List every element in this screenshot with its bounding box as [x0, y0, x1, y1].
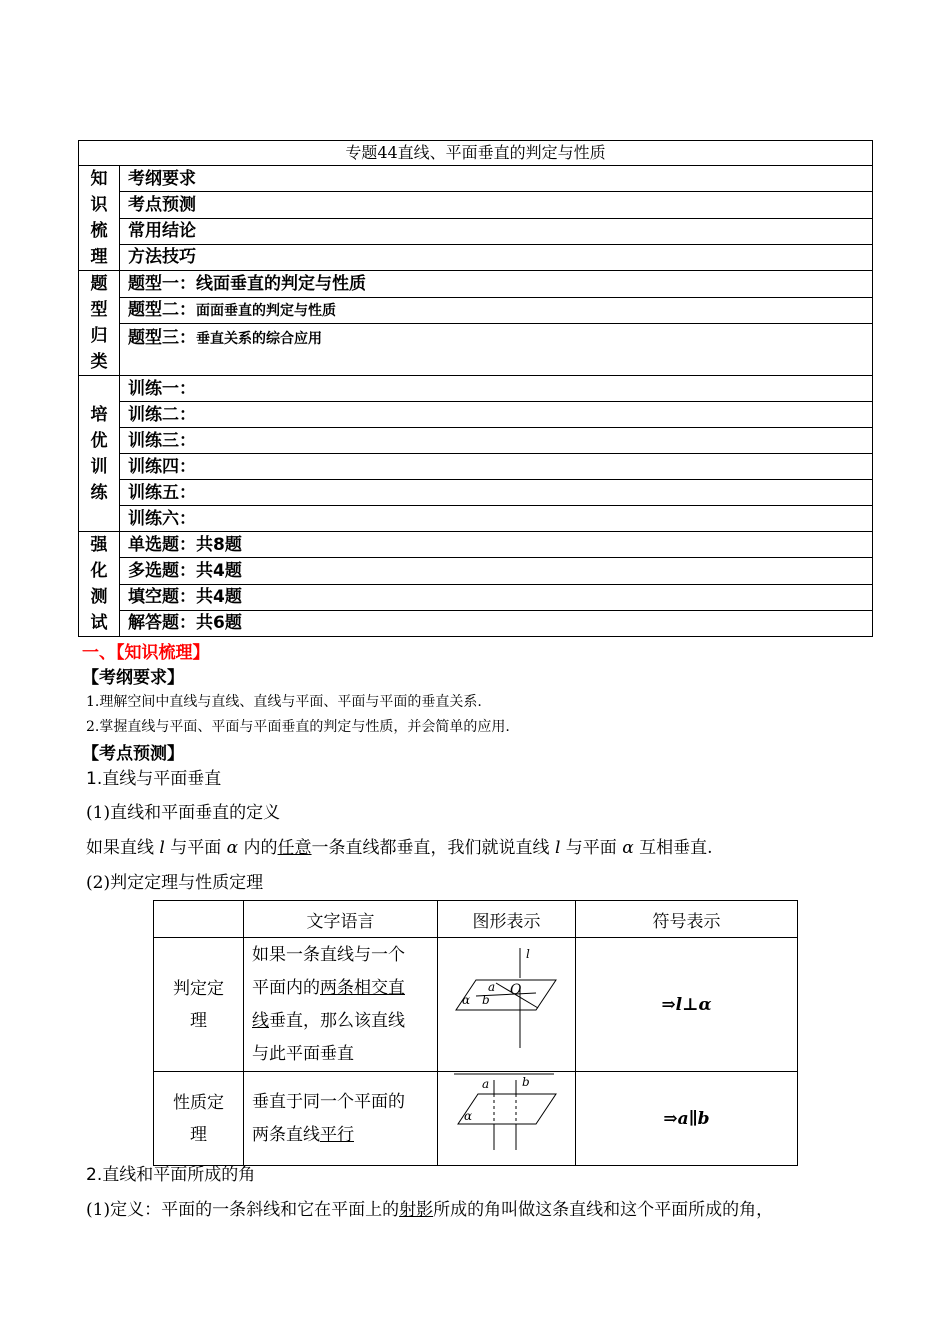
svg-text:α: α — [462, 993, 471, 1007]
outline-item[interactable]: 方法技巧 — [120, 244, 873, 270]
criterion-symbol: ⇒l⊥α — [576, 938, 798, 1072]
definition-heading: (1)直线和平面垂直的定义 — [86, 803, 281, 823]
category-training: 培 优 训 练 — [79, 376, 120, 532]
header-text: 文字语言 — [244, 901, 438, 938]
outline-item[interactable]: 题型二：面面垂直的判定与性质 — [120, 297, 873, 324]
outline-item[interactable]: 训练二： — [120, 402, 873, 428]
header-figure: 图形表示 — [438, 901, 576, 938]
outline-item[interactable]: 多选题：共4题 — [120, 558, 873, 584]
theorem-table — [153, 900, 798, 1166]
outline-item[interactable]: 训练四： — [120, 454, 873, 480]
section-heading: 一、【知识梳理】 — [82, 643, 210, 663]
outline-item[interactable]: 题型三：垂直关系的综合应用 — [120, 324, 873, 376]
svg-text:l: l — [526, 947, 530, 961]
definition-text: 如果直线 l 与平面 α 内的任意一条直线都垂直，我们就说直线 l 与平面 α 互相垂直. — [86, 838, 713, 858]
category-test: 强 化 测 试 — [79, 532, 120, 637]
category-question-types: 题 型 归 类 — [79, 271, 120, 376]
outline-title: 专题44直线、平面垂直的判定与性质 — [79, 141, 873, 166]
subheading-1: 1.直线与平面垂直 — [86, 769, 222, 789]
outline-item[interactable]: 训练六： — [120, 506, 873, 532]
requirement-2: 2.掌握直线与平面、平面与平面垂直的判定与性质，并会简单的应用. — [86, 719, 510, 735]
outline-item[interactable]: 单选题：共8题 — [120, 532, 873, 558]
svg-text:b: b — [522, 1075, 530, 1089]
outline-item[interactable]: 题型一：线面垂直的判定与性质 — [120, 271, 873, 298]
angle-definition: (1)定义：平面的一条斜线和它在平面上的射影所成的角叫做这条直线和这个平面所成的角， — [86, 1200, 774, 1220]
svg-text:α: α — [464, 1109, 473, 1123]
requirements-heading: 【考纲要求】 — [82, 668, 184, 688]
outline-item[interactable]: 训练五： — [120, 480, 873, 506]
property-symbol: ⇒a∥b — [576, 1072, 798, 1166]
row-label-criterion: 判定定 理 — [154, 938, 244, 1072]
header-symbol: 符号表示 — [576, 901, 798, 938]
requirement-1: 1.理解空间中直线与直线、直线与平面、平面与平面的垂直关系. — [86, 694, 482, 710]
outline-item[interactable]: 解答题：共6题 — [120, 610, 873, 636]
theorem-heading: (2)判定定理与性质定理 — [86, 873, 264, 893]
property-figure — [438, 1072, 576, 1166]
svg-text:a: a — [488, 980, 496, 994]
line-perpendicular-plane-diagram — [438, 938, 572, 1066]
outline-item[interactable]: 考点预测 — [120, 192, 873, 218]
property-text: 垂直于同一个平面的 两条直线平行 — [244, 1072, 438, 1166]
subheading-2: 2.直线和平面所成的角 — [86, 1165, 256, 1185]
parallel-lines-diagram — [438, 1072, 572, 1160]
outline-table — [78, 140, 873, 637]
category-knowledge: 知 识 梳 理 — [79, 166, 120, 271]
prediction-heading: 【考点预测】 — [82, 744, 184, 764]
outline-item[interactable]: 考纲要求 — [120, 166, 873, 192]
outline-item[interactable]: 训练三： — [120, 428, 873, 454]
row-label-property: 性质定 理 — [154, 1072, 244, 1166]
svg-text:O: O — [510, 982, 522, 998]
criterion-text: 如果一条直线与一个 平面内的两条相交直 线垂直，那么该直线 与此平面垂直 — [244, 938, 438, 1072]
outline-item[interactable]: 填空题：共4题 — [120, 584, 873, 610]
criterion-figure — [438, 938, 576, 1072]
svg-text:b: b — [482, 993, 490, 1007]
svg-text:a: a — [482, 1077, 490, 1091]
outline-item[interactable]: 训练一： — [120, 376, 873, 402]
outline-item[interactable]: 常用结论 — [120, 218, 873, 244]
